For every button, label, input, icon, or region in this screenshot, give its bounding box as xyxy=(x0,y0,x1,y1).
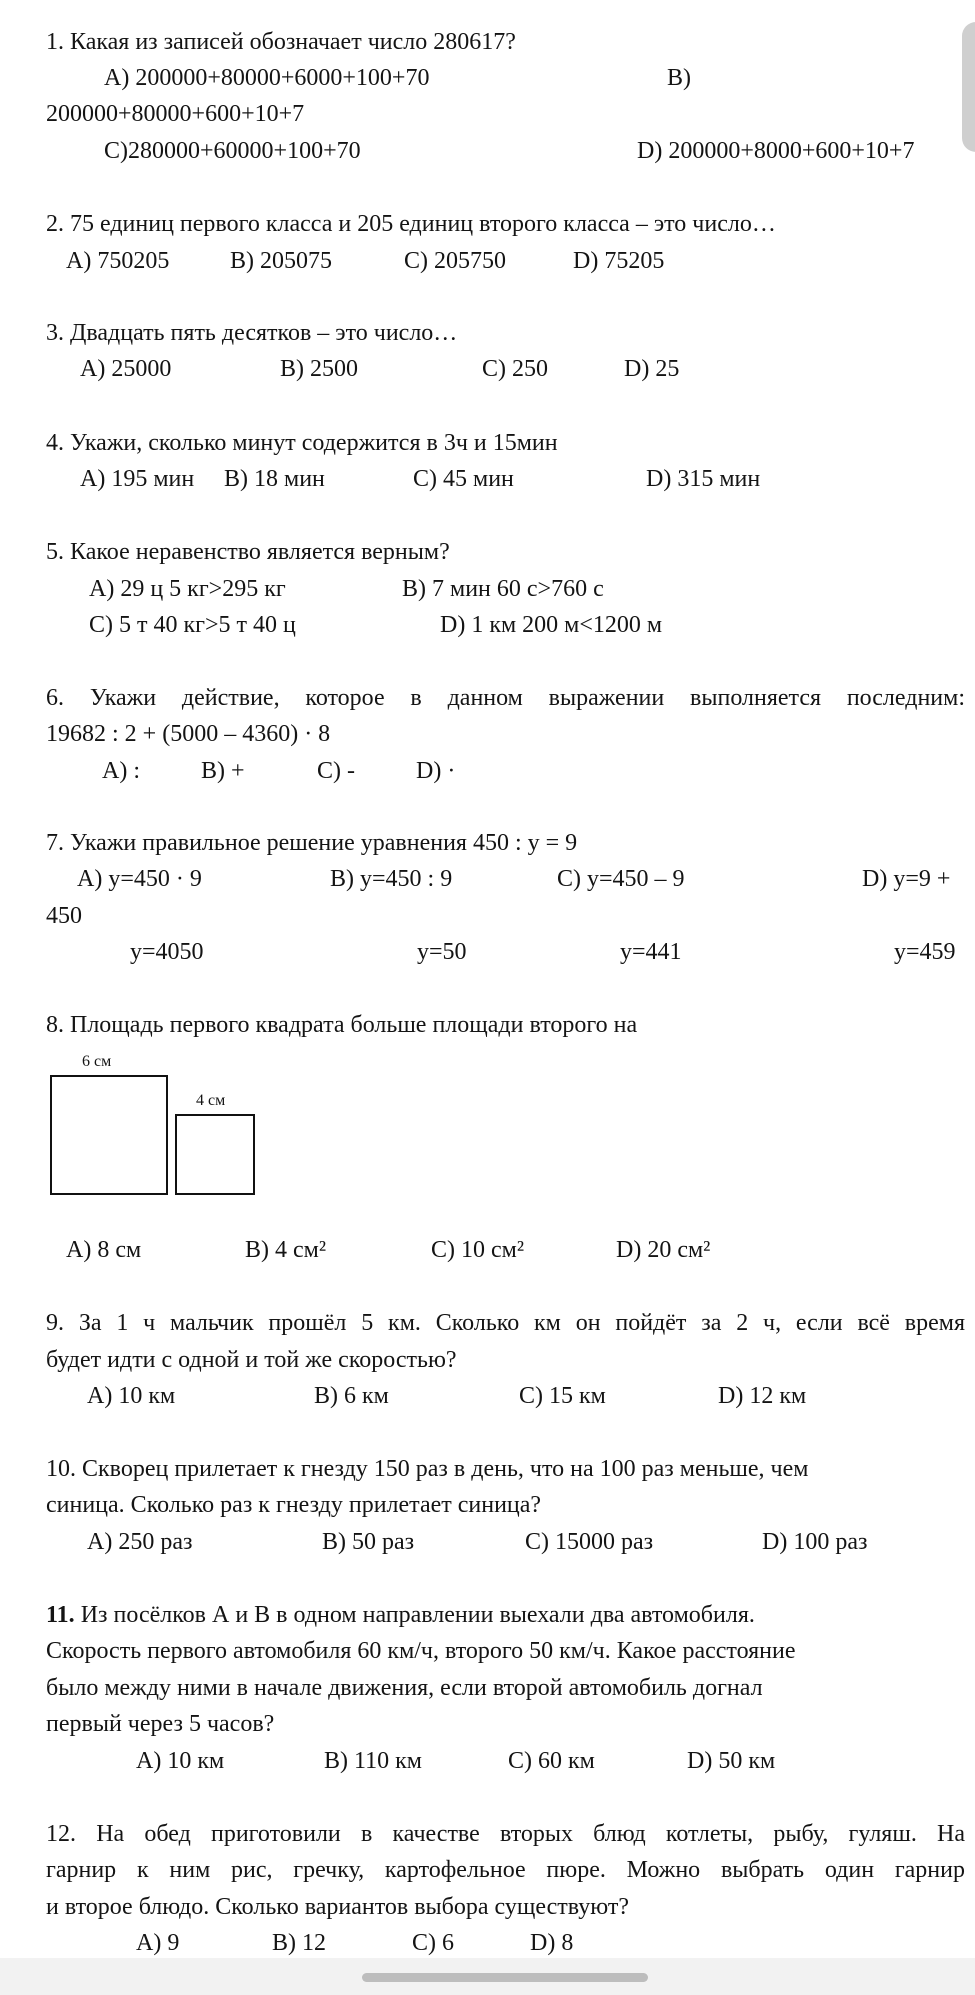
q7-option-c-result: у=441 xyxy=(620,939,682,965)
q7-option-a-result: у=4050 xyxy=(130,939,204,965)
question-3-text: 3. Двадцать пять десятков – это число… xyxy=(46,320,458,346)
question-12-line-1: 12. На обед приготовили в качестве вторых блюд котлеты, рыбу, гуляш. На xyxy=(46,1821,965,1847)
question-11-line-3: было между ними в начале движения, если второй автомобиль догнал xyxy=(46,1675,763,1701)
question-5-text: 5. Какое неравенство является верным? xyxy=(46,539,450,565)
q4-option-a: А) 195 мин xyxy=(80,466,195,492)
q7-option-c: С) у=450 – 9 xyxy=(557,866,685,892)
q5-option-a: А) 29 ц 5 кг>295 кг xyxy=(89,576,286,602)
q6-option-b: В) + xyxy=(201,758,245,784)
q2-option-b: В) 205075 xyxy=(230,248,332,274)
q8-option-c: С) 10 см² xyxy=(431,1237,525,1263)
q12-option-d: D) 8 xyxy=(530,1930,574,1956)
q7-option-b-result: у=50 xyxy=(417,939,467,965)
q8-option-a: А) 8 см xyxy=(66,1237,142,1263)
square-1-shape xyxy=(50,1075,168,1195)
q11-option-b: В) 110 км xyxy=(324,1748,422,1774)
question-11-line-2: Скорость первого автомобиля 60 км/ч, второго 50 км/ч. Какое расстояние xyxy=(46,1638,796,1664)
q1-option-a: А) 200000+80000+6000+100+70 xyxy=(104,65,430,91)
q2-option-d: D) 75205 xyxy=(573,248,665,274)
q8-option-b: В) 4 см² xyxy=(245,1237,327,1263)
question-8-text: 8. Площадь первого квадрата больше площади второго на xyxy=(46,1012,638,1038)
question-10-line-1: 10. Скворец прилетает к гнезду 150 раз в день, что на 100 раз меньше, чем xyxy=(46,1456,809,1482)
question-12-line-2: гарнир к ним рис, гречку, картофельное пюре. Можно выбрать один гарнир xyxy=(46,1857,965,1883)
question-11-line-4: первый через 5 часов? xyxy=(46,1711,275,1737)
square-2-shape xyxy=(175,1114,255,1195)
q3-option-d: D) 25 xyxy=(624,356,680,382)
question-9-line-2: будет идти с одной и той же скоростью? xyxy=(46,1347,457,1373)
q9-option-a: А) 10 км xyxy=(87,1383,176,1409)
question-11-line-1 xyxy=(46,1603,755,1627)
q11-option-a: А) 10 км xyxy=(136,1748,225,1774)
home-indicator[interactable] xyxy=(362,1973,648,1982)
q1-option-b-value: 200000+80000+600+10+7 xyxy=(46,101,305,127)
question-1-text: 1. Какая из записей обозначает число 280617? xyxy=(46,29,516,55)
q10-option-a: А) 250 раз xyxy=(87,1529,193,1555)
q5-option-c: С) 5 т 40 кг>5 т 40 ц xyxy=(89,612,296,638)
q12-option-a: А) 9 xyxy=(136,1930,180,1956)
q6-expression: 19682 : 2 + (5000 – 4360) · 8 xyxy=(46,721,331,747)
q11-option-c: С) 60 км xyxy=(508,1748,595,1774)
q9-option-d: D) 12 км xyxy=(718,1383,807,1409)
q7-option-a: А) у=450 · 9 xyxy=(77,866,202,892)
q2-option-c: С) 205750 xyxy=(404,248,506,274)
q10-option-d: D) 100 раз xyxy=(762,1529,868,1555)
q4-option-b: В) 18 мин xyxy=(224,466,325,492)
q10-option-b: В) 50 раз xyxy=(322,1529,415,1555)
q4-option-d: D) 315 мин xyxy=(646,466,761,492)
q6-option-d: D) · xyxy=(416,758,456,784)
question-2-text: 2. 75 единиц первого класса и 205 единиц второго класса – это число… xyxy=(46,211,776,237)
q3-option-c: С) 250 xyxy=(482,356,548,382)
square-2-side-label: 4 см xyxy=(196,1092,226,1109)
q7-option-d-continued: 450 xyxy=(46,903,82,929)
q7-option-d: D) у=9 + xyxy=(862,866,951,892)
question-6-text: 6. Укажи действие, которое в данном выражении выполняется последним: xyxy=(46,685,965,711)
q1-option-d: D) 200000+8000+600+10+7 xyxy=(637,138,915,164)
q5-option-d: D) 1 км 200 м<1200 м xyxy=(440,612,663,638)
q7-option-b: В) у=450 : 9 xyxy=(330,866,453,892)
q1-option-c: С)280000+60000+100+70 xyxy=(104,138,361,164)
question-7-text: 7. Укажи правильное решение уравнения 450 : у = 9 xyxy=(46,830,578,856)
q2-option-a: А) 750205 xyxy=(66,248,170,274)
question-4-text: 4. Укажи, сколько минут содержится в 3ч и 15мин xyxy=(46,430,558,456)
q9-option-c: С) 15 км xyxy=(519,1383,606,1409)
q3-option-b: В) 2500 xyxy=(280,356,358,382)
q3-option-a: А) 25000 xyxy=(80,356,172,382)
question-12-line-3: и второе блюдо. Сколько вариантов выбора существуют? xyxy=(46,1894,630,1920)
q12-option-b: В) 12 xyxy=(272,1930,326,1956)
q1-option-b-label: В) xyxy=(667,65,691,91)
question-10-line-2: синица. Сколько раз к гнезду прилетает синица? xyxy=(46,1492,542,1518)
q8-option-d: D) 20 см² xyxy=(616,1237,711,1263)
question-11-line-1-text: Из посёлков А и В в одном направлении выехали два автомобиля. xyxy=(80,1602,755,1628)
q6-option-a: А) : xyxy=(102,758,140,784)
q10-option-c: С) 15000 раз xyxy=(525,1529,654,1555)
q6-option-c: С) - xyxy=(317,758,355,784)
q4-option-c: С) 45 мин xyxy=(413,466,514,492)
square-1-side-label: 6 см xyxy=(82,1053,112,1070)
question-9-line-1: 9. За 1 ч мальчик прошёл 5 км. Сколько км он пойдёт за 2 ч, если всё время xyxy=(46,1310,965,1336)
q7-option-d-result: у=459 xyxy=(894,939,956,965)
q11-option-d: D) 50 км xyxy=(687,1748,776,1774)
scroll-handle[interactable] xyxy=(962,22,975,152)
q5-option-b: В) 7 мин 60 с>760 с xyxy=(402,576,604,602)
question-11-number: 11. xyxy=(46,1602,75,1628)
q12-option-c: С) 6 xyxy=(412,1930,454,1956)
q9-option-b: В) 6 км xyxy=(314,1383,389,1409)
